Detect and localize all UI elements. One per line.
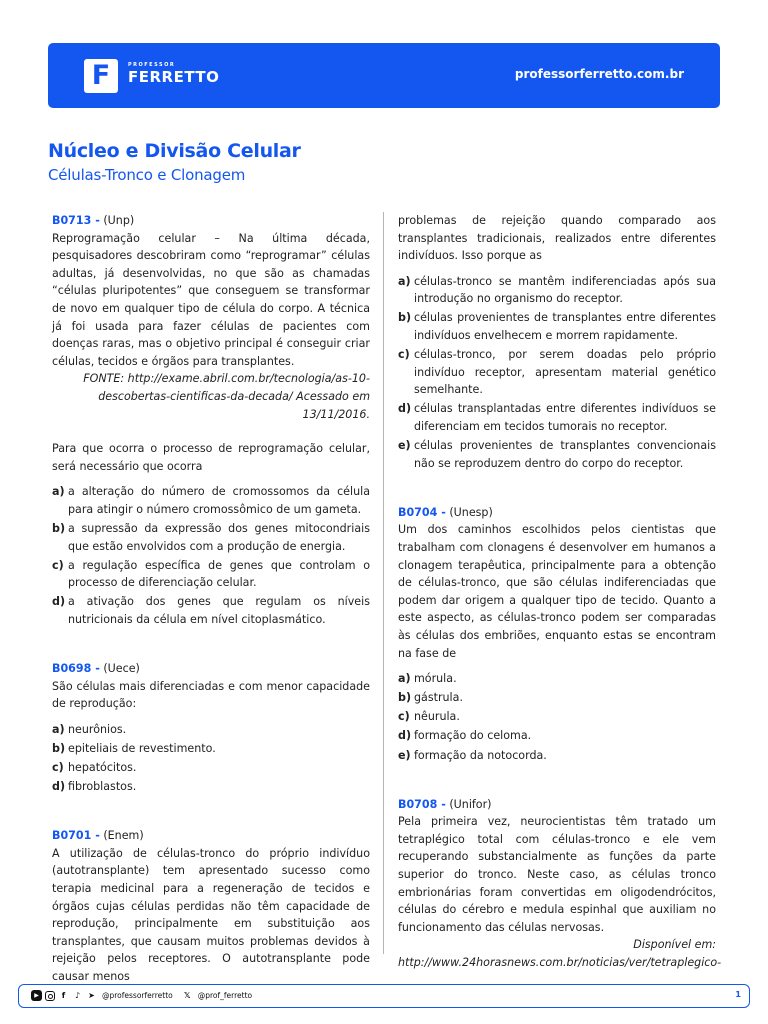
option-a[interactable]: a) neurônios. <box>52 722 127 736</box>
question-source: (Enem) <box>103 829 144 843</box>
question-text: Pela primeira vez, neurocientistas têm tratado um tetraplégico total com células-tronco e ele vem recuperando substancialmente as funções da parte superior do tronco. Neste caso, as células tronco embrionárias foram convertidas em oligodendrócitos, células do cérebro e medula espinhal que auxiliam no funcionamento das células nervosas. <box>398 815 716 934</box>
question-reference <box>52 370 370 423</box>
question-code: B0713 - <box>52 214 100 227</box>
option-d[interactable]: d) a ativação dos genes que regulam os níveis nutricionais da célula em nível citoplasmático. <box>52 595 370 626</box>
question-header <box>52 660 370 678</box>
option-c[interactable]: c) células-tronco, por serem doadas pelo próprio indivíduo receptor, apresentam material genético semelhante. <box>398 348 716 397</box>
brand-small-text: PROFESSOR <box>128 62 176 68</box>
question-text: Reprogramação celular – Na última década, pesquisadores descobriram como “reprogramar” células adultas, já desenvolvidas, no que são as chamadas “células pluripotentes” que conseguem se transformar de novo em qualquer tipo de célula do corpo. A técnica já foi usada para fazer células de pacientes com doenças raras, mas o objetivo principal é conseguir criar células, tecidos e órgãos para transplantes. <box>52 231 370 368</box>
question-prompt: Para que ocorra o processo de reprogramação celular, será necessário que ocorra <box>52 442 370 473</box>
question-header <box>398 504 716 522</box>
options-list <box>398 273 716 473</box>
question-source: (Uece) <box>103 662 140 676</box>
question-header <box>52 827 370 845</box>
reference-line: http://www.24horasnews.com.br/noticias/ver/tetraplegico- <box>398 955 722 969</box>
question-source: (Unifor) <box>449 797 492 811</box>
question-reference <box>398 936 722 971</box>
option-a[interactable]: a) mórula. <box>398 672 457 686</box>
question-text: Um dos caminhos escolhidos pelos cientistas que trabalham com clonagens é desenvolver em humanos a clonagem terapêutica, principalmente para a obtenção de células-tronco, que são células indiferenciadas que podem dar origem a qualquer tipo de tecido. Quanto a este aspecto, as células-tronco podem ser comparadas às células dos embriões, enquanto estas se encontram na fase de <box>398 523 716 660</box>
right-column <box>398 212 722 972</box>
ferretto-logo-icon: F <box>84 59 118 93</box>
page-title: Núcleo e Divisão Celular <box>48 140 301 162</box>
question-source: (Unesp) <box>449 505 493 519</box>
page-subtitle: Células-Tronco e Clonagem <box>48 166 246 184</box>
column-divider <box>383 212 384 954</box>
reference-line: 13/11/2016. <box>302 407 370 421</box>
tiktok-icon[interactable]: ♪ <box>74 991 81 1000</box>
option-b[interactable]: b) células provenientes de transplantes entre diferentes indivíduos envelhecem e morrem rapidamente. <box>398 311 716 343</box>
brand-logo <box>128 62 219 86</box>
options-list <box>398 670 716 764</box>
page-number: 1 <box>735 990 741 999</box>
header-banner <box>48 43 720 108</box>
question-text: São células mais diferenciadas e com menor capacidade de reprodução: <box>52 679 370 711</box>
question-code: B0698 - <box>52 662 100 676</box>
option-c[interactable]: c) hepatócitos. <box>52 761 137 775</box>
option-e[interactable]: e) formação da notocorda. <box>398 748 547 762</box>
option-b[interactable]: b) gástrula. <box>398 691 463 705</box>
option-b[interactable]: b) a supressão da expressão dos genes mitocondriais que estão envolvidos com a produção de energia. <box>52 522 370 553</box>
site-url-link[interactable]: professorferretto.com.br <box>514 67 684 81</box>
footer-bar <box>18 984 750 1008</box>
option-d[interactable]: d) formação do celoma. <box>398 729 532 743</box>
question-code: B0708 - <box>398 797 446 811</box>
question-text: A utilização de células-tronco do próprio indivíduo (autotransplante) tem apresentado sucesso como terapia medicinal para a regeneração de tecidos e órgãos cujas células perdidas não têm capacidade de reprodução, principalmente em substituição aos transplantes, que causam muitos problemas devidos à rejeição pelos receptores. O autotransplante pode causar menos <box>52 846 370 983</box>
option-b[interactable]: b) epiteliais de revestimento. <box>52 741 216 755</box>
question-b0704 <box>398 504 716 764</box>
facebook-icon[interactable]: f <box>61 991 66 1000</box>
question-source: (Unp) <box>103 214 135 227</box>
question-code: B0704 - <box>398 505 446 519</box>
option-c[interactable]: c) nêurula. <box>398 710 460 724</box>
question-text-continued: problemas de rejeição quando comparado aos transplantes tradicionais, realizados entre diferentes indivíduos. Isso porque as <box>398 214 716 263</box>
question-b0698 <box>52 660 370 796</box>
reference-line: descobertas-cientificas-da-decada/ Acessado em <box>98 389 370 403</box>
options-list <box>52 721 370 796</box>
reference-line: FONTE: http://exame.abril.com.br/tecnologia/as-10- <box>83 372 370 386</box>
option-a[interactable]: a) a alteração do número de cromossomos da célula para atingir o número cromossômico de um gameta. <box>52 485 370 516</box>
brand-name: FERRETTO <box>128 68 220 86</box>
option-e[interactable]: e) células provenientes de transplantes convencionais não se reproduzem dentro do corpo do receptor. <box>398 439 716 470</box>
social-handle: @professorferretto <box>102 991 173 1000</box>
youtube-icon[interactable]: ▶ <box>31 990 42 1001</box>
instagram-icon[interactable] <box>45 991 55 1001</box>
question-header <box>398 796 716 814</box>
question-header <box>52 212 370 230</box>
question-b0701 <box>52 827 370 985</box>
option-d[interactable]: d) células transplantadas entre diferentes indivíduos se diferenciam em tecidos tumorais no receptor. <box>398 402 716 434</box>
question-code: B0701 - <box>52 829 100 843</box>
x-twitter-icon[interactable]: 𝕏 <box>184 991 191 1000</box>
twitter-handle: @prof_ferretto <box>197 991 253 1000</box>
left-column <box>52 212 370 986</box>
reference-line: Disponível em: <box>633 938 716 952</box>
question-b0713 <box>52 212 370 629</box>
question-b0708 <box>398 796 722 972</box>
option-d[interactable]: d) fibroblastos. <box>52 780 137 794</box>
option-a[interactable]: a) células-tronco se mantêm indiferenciadas após sua introdução no organismo do receptor. <box>398 274 716 306</box>
social-links <box>31 990 258 1001</box>
telegram-icon[interactable]: ➤ <box>88 991 95 1000</box>
options-list <box>52 483 370 628</box>
option-c[interactable]: c) a regulação específica de genes que controlam o processo de diferenciação celular. <box>52 558 370 590</box>
